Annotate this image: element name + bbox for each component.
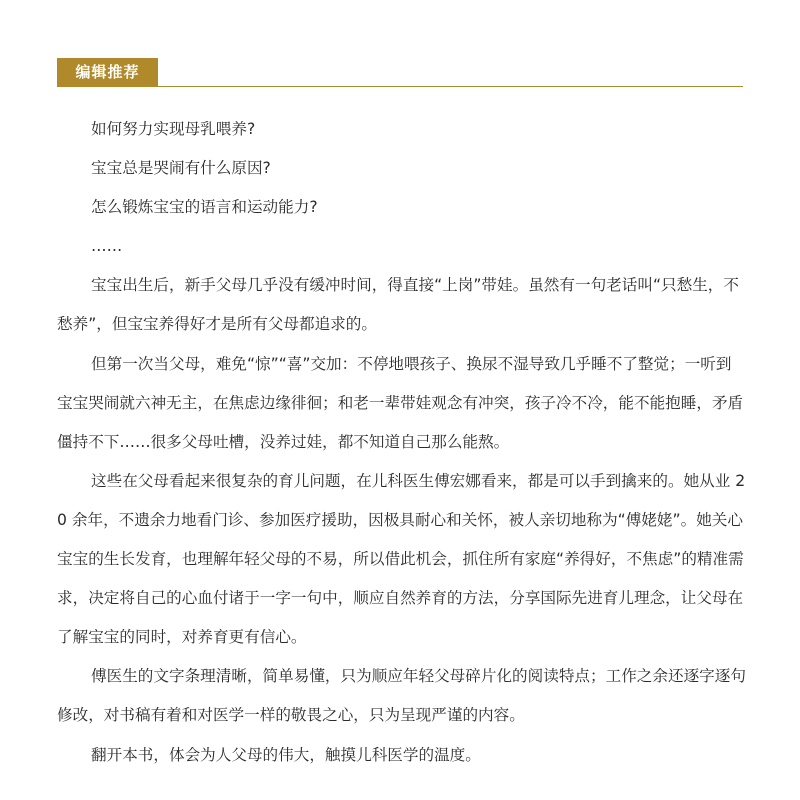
paragraph-challenges: 但第一次当父母，难免“惊”“喜”交加：不停地喂孩子、换尿不湿导致几乎睡不了整觉；一听到宝宝哭闹就六神无主，在焦虑边缘徘徊；和老一辈带娃观念有冲突，孩子冷不冷，能不能抱睡，矛盾僵持不下……很多父母吐槽，没养过娃，都不知道自己那么能熬。 — [57, 354, 744, 451]
paragraph-style: 傅医生的文字条理清晰，简单易懂，只为顺应年轻父母碎片化的阅读特点；工作之余还逐字逐句修改，对书稿有着和对医学一样的敬畏之心，只为呈现严谨的内容。 — [57, 667, 746, 725]
header-divider — [57, 86, 743, 87]
paragraph-intro: 宝宝出生后，新手父母几乎没有缓冲时间，得直接“上岗”带娃。虽然有一句老话叫“只愁生，不愁养”，但宝宝养得好才是所有父母都追求的。 — [57, 276, 739, 334]
section-title-tab: 编辑推荐 — [57, 58, 158, 87]
question-3: 怎么锻炼宝宝的语言和运动能力? — [91, 198, 318, 217]
section-header — [57, 58, 743, 88]
recommendation-body — [57, 110, 747, 775]
ellipsis-line: …… — [91, 237, 123, 256]
question-1: 如何努力实现母乳喂养? — [91, 120, 256, 138]
paragraph-author: 这些在父母看起来很复杂的育儿问题，在儿科医生傅宏娜看来，都是可以手到擒来的。她从业 20 余年，不遗余力地看门诊、参加医疗援助，因极具耐心和关怀，被人亲切地称为“傅姥姥”。她关心宝宝的生长发育，也理解年轻父母的不易，所以借此机会，抓住所有家庭“养得好，不焦虑”的精准需求，决定将自己的心血付诸于一字一句中，顺应自然养育的方法，分享国际先进育儿理念，让父母在了解宝宝的同时，对养育更有信心。 — [57, 471, 746, 647]
question-2: 宝宝总是哭闹有什么原因? — [91, 159, 271, 178]
paragraph-closing: 翻开本书，体会为人父母的伟大，触摸儿科医学的温度。 — [91, 745, 481, 764]
